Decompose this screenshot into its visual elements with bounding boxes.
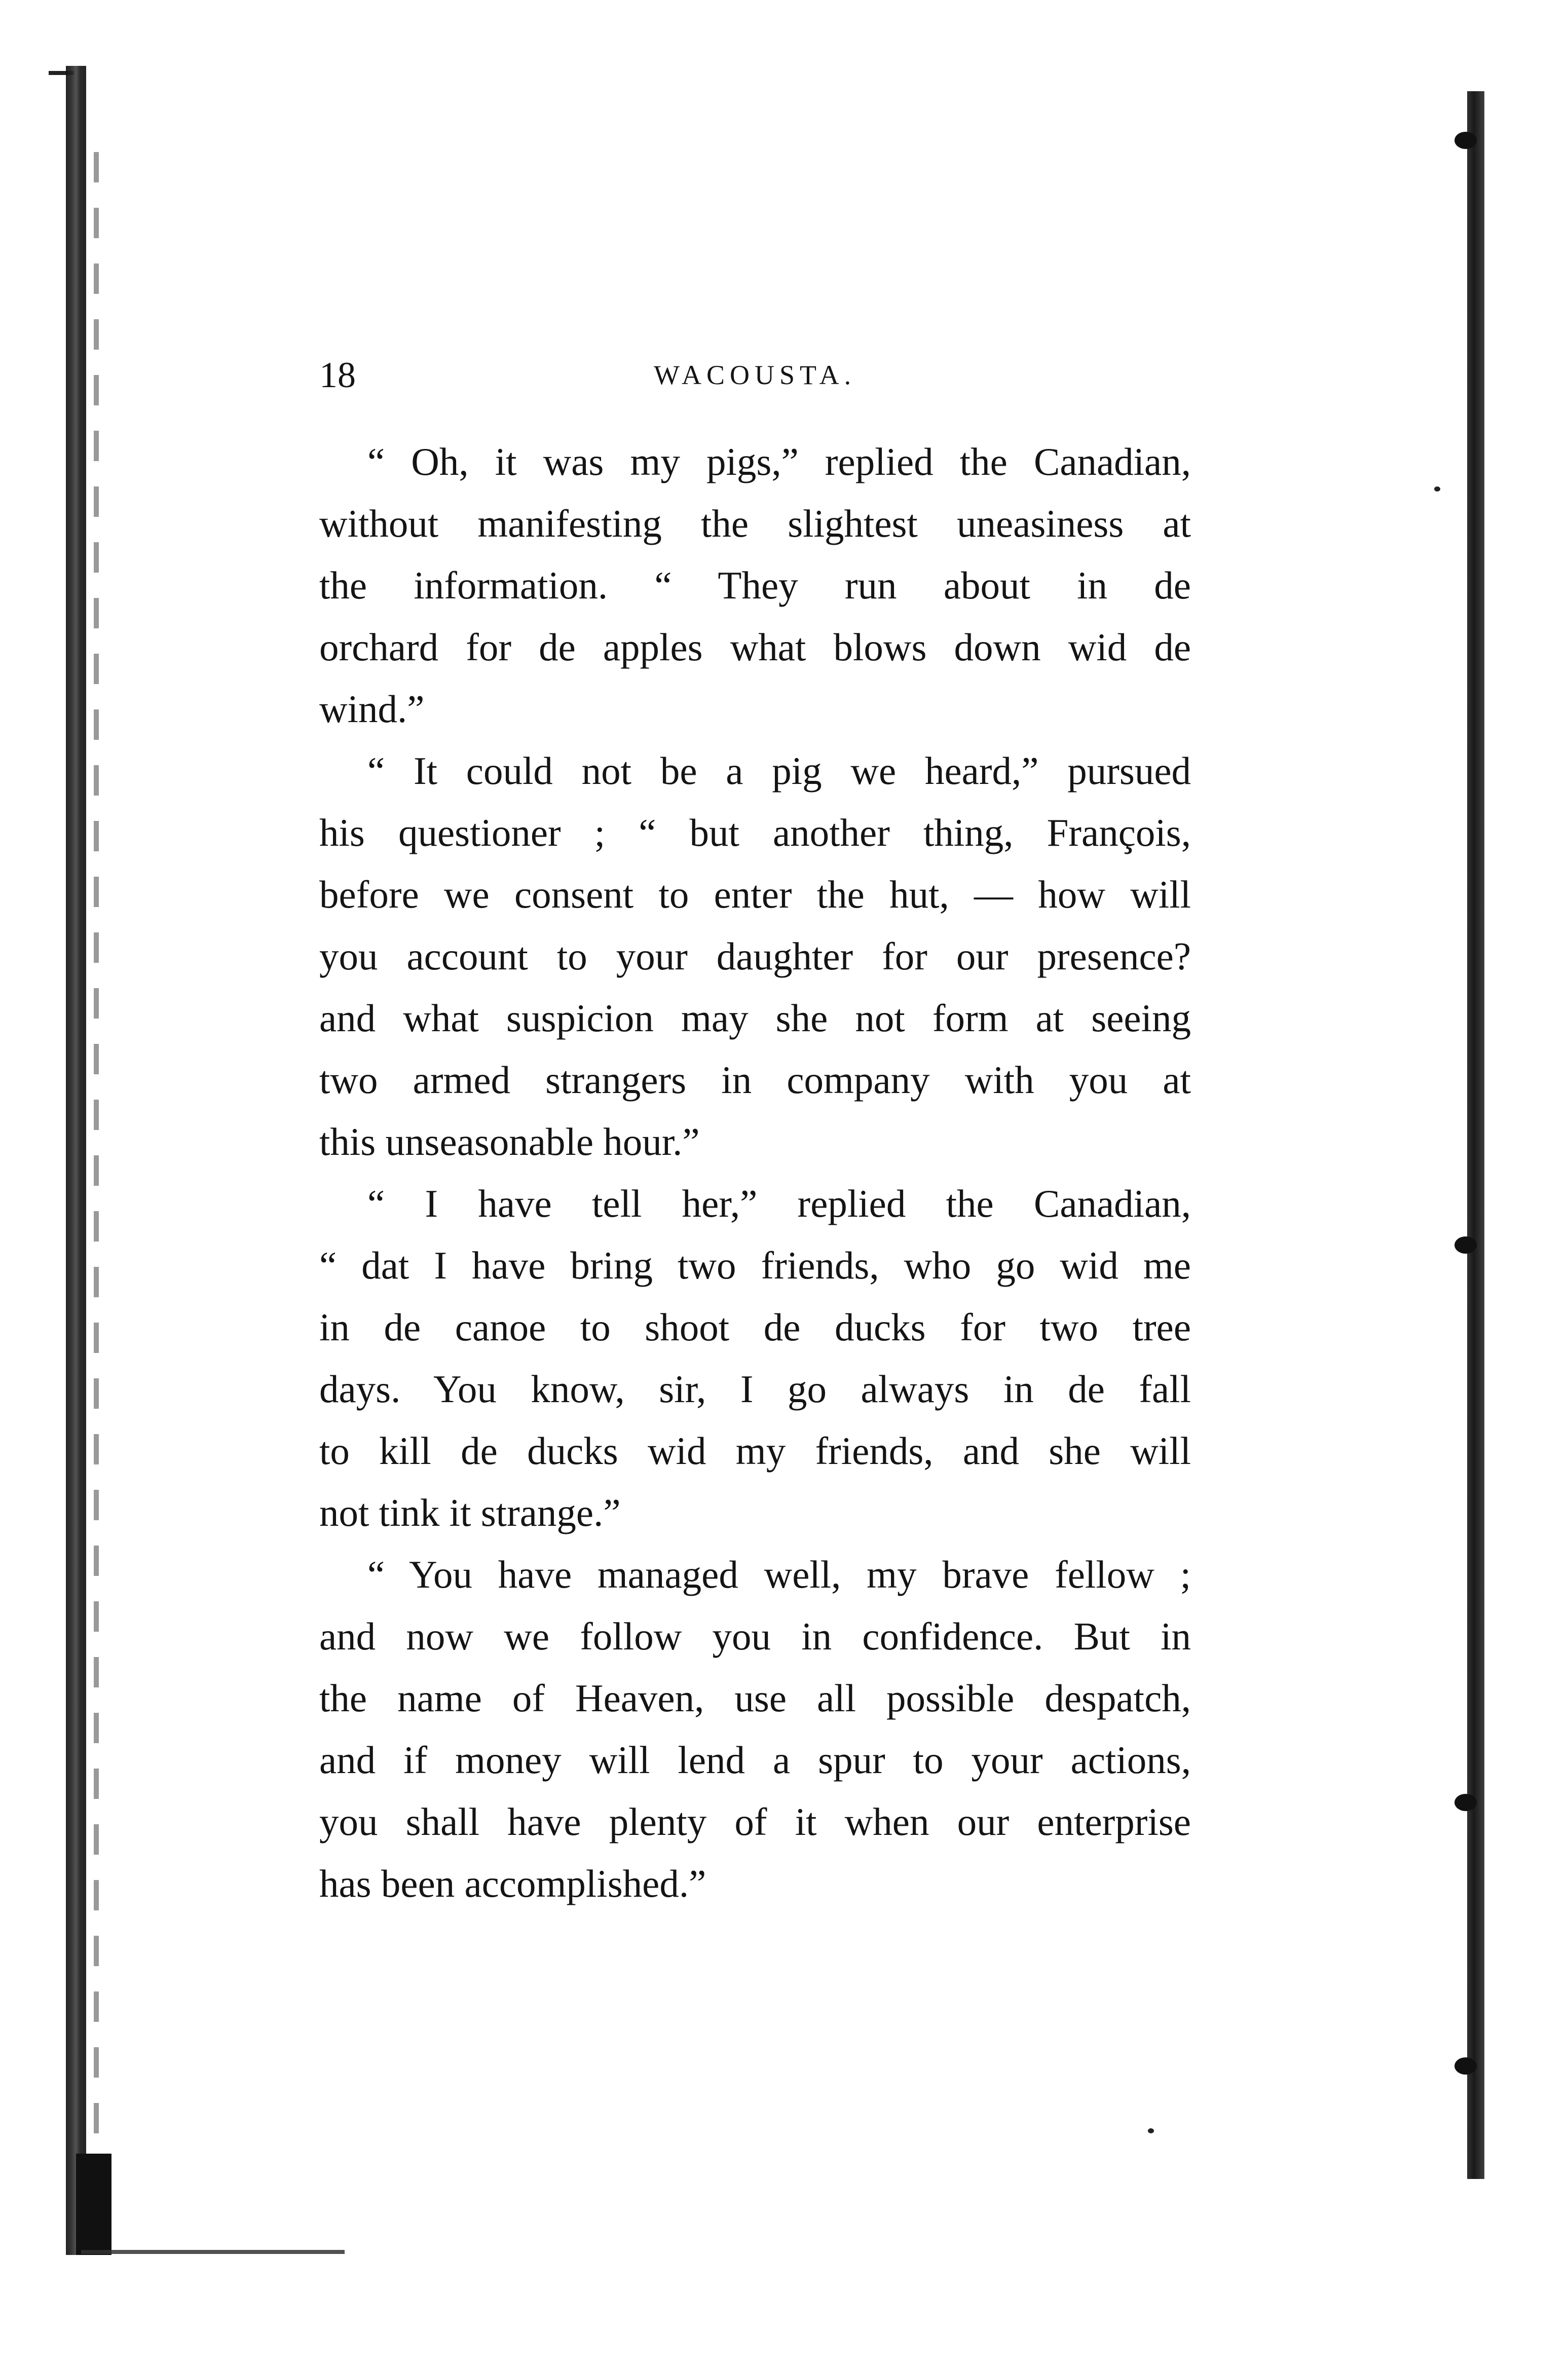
text-line: not tink it strange.” xyxy=(319,1491,621,1534)
text-line: and if money will lend a spur to your actions, xyxy=(319,1738,1191,1782)
page-edge-blot xyxy=(1454,132,1477,149)
running-title: WACOUSTA. xyxy=(654,360,856,390)
ink-speck xyxy=(1434,486,1440,492)
text-line: “ It could not be a pig we heard,” pursued xyxy=(367,749,1191,793)
text-line: before we consent to enter the hut, — how will xyxy=(319,873,1191,916)
text-line: “ Oh, it was my pigs,” replied the Canadian, xyxy=(367,440,1191,483)
text-line: days. You know, sir, I go always in de fall xyxy=(319,1367,1191,1411)
text-line: without manifesting the slightest uneasiness at xyxy=(319,502,1191,545)
text-line: in de canoe to shoot de ducks for two tree xyxy=(319,1305,1191,1349)
page-edge-left xyxy=(66,66,86,2255)
text-line: “ dat I have bring two friends, who go wid me xyxy=(319,1244,1191,1287)
running-head xyxy=(319,350,1191,400)
text-line: the information. “ They run about in de xyxy=(319,563,1191,607)
text-line: “ You have managed well, my brave fellow ; xyxy=(367,1553,1191,1596)
text-line: “ I have tell her,” replied the Canadian, xyxy=(367,1182,1191,1225)
page-edge-blot xyxy=(1454,1794,1477,1811)
text-line: orchard for de apples what blows down wid de xyxy=(319,625,1191,669)
text-line: has been accomplished.” xyxy=(319,1862,706,1905)
text-line: you account to your daughter for our presence? xyxy=(319,934,1191,978)
text-line: you shall have plenty of it when our enterprise xyxy=(319,1800,1191,1844)
text-line: this unseasonable hour.” xyxy=(319,1120,700,1163)
text-line: the name of Heaven, use all possible despatch, xyxy=(319,1676,1191,1720)
page-edge-left-foot xyxy=(76,2154,111,2255)
text-line: to kill de ducks wid my friends, and she will xyxy=(319,1429,1191,1473)
ink-speck xyxy=(1148,2128,1154,2133)
text-line: two armed strangers in company with you at xyxy=(319,1058,1191,1102)
text-line: and now we follow you in confidence. But in xyxy=(319,1614,1191,1658)
page-edge-left-inner xyxy=(94,152,99,2179)
page-edge-right xyxy=(1467,91,1484,2179)
text-line: his questioner ; “ but another thing, François, xyxy=(319,811,1191,854)
page-edge-blot xyxy=(1454,1236,1477,1254)
body-text xyxy=(319,431,1191,1914)
text-line: and what suspicion may she not form at seeing xyxy=(319,996,1191,1040)
text-line: wind.” xyxy=(319,687,425,731)
page-edge-bottom xyxy=(81,2250,345,2254)
page-edge-blot xyxy=(1454,2057,1477,2075)
page-number: 18 xyxy=(319,355,356,395)
